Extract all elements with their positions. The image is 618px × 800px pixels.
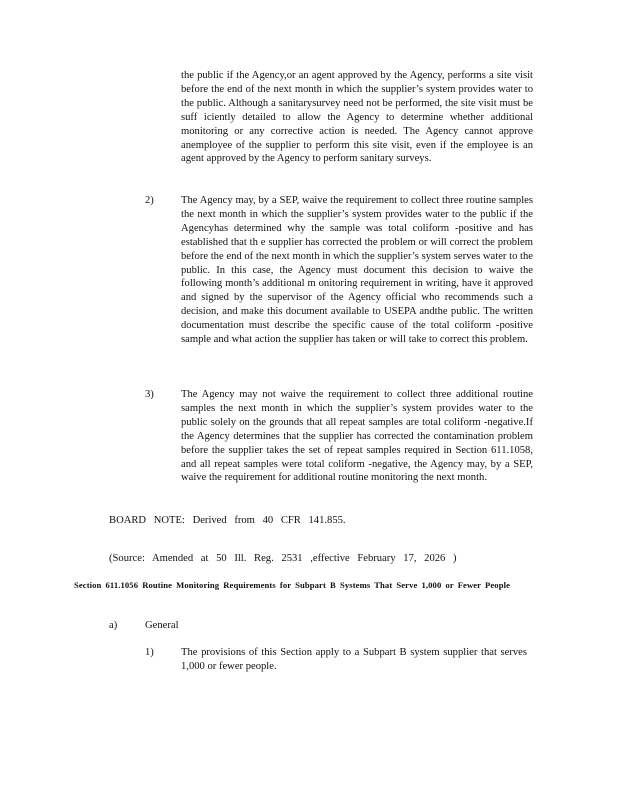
board-note: BOARD NOTE: Derived from 40 CFR 141.855. <box>109 515 346 526</box>
section-heading: Section 611.1056 Routine Monitoring Requirements for Subpart B Systems That Serve 1,000 or Fewer People <box>74 580 510 590</box>
subitem-1-paragraph: The provisions of this Section apply to a Subpart B system supplier that serves 1,000 or fewer people. <box>181 647 527 672</box>
subsection-letter: a) <box>109 620 118 631</box>
continuation-paragraph: the public if the Agency,or an agent approved by the Agency, performs a site visit before the end of the next month in which the supplier’s system provides water to the public. Although a sanitarysurvey need not be performed, the site visit must be suff iciently detailed to allow the Agency to determine whether additional monitoring or any corrective action is needed. The Agency cannot approve anemployee of the supplier to perform this site visit, even if the employee is an agent approved by the Agency to perform sanitary surveys. <box>181 70 533 165</box>
item-2-paragraph: The Agency may, by a SEP, waive the requirement to collect three routine samples the next month in which the supplier’s system provides water to the public if the Agencyhas determined why the sample was total coliform -positive and has established that th e supplier has corrected the problem or will correct the problem before the end of the next month in which the supplier’s system serves water to the public. In this case, the Agency must document this decision to waive the following month’s additional m onitoring requirement in writing, have it approved and signed by the supervisor of the Agency official who recommends such a decision, and make this document available to USEPA andthe public. The written documentation must describe the specific cause of the total coliform -positive sample and what action the supplier has taken or will take to correct this problem. <box>181 195 533 346</box>
subsection-title: General <box>145 620 179 631</box>
source-note: (Source: Amended at 50 Ill. Reg. 2531 ,effective February 17, 2026 ) <box>109 553 457 564</box>
item-number-3: 3) <box>145 389 154 400</box>
item-number-2: 2) <box>145 195 154 206</box>
subitem-number-1: 1) <box>145 647 154 658</box>
item-3-paragraph: The Agency may not waive the requirement to collect three additional routine samples the next month in which the supplier’s system provides water to the public solely on the grounds that all repeat samples are total coliform -negative.If the Agency determines that the supplier has corrected the contamination problem before the supplier takes the set of repeat samples required in Section 611.1058, and all repeat samples were total coliform -negative, the Agency may, by a SEP, waive the requirement for additional routine monitoring the next month. <box>181 389 533 484</box>
